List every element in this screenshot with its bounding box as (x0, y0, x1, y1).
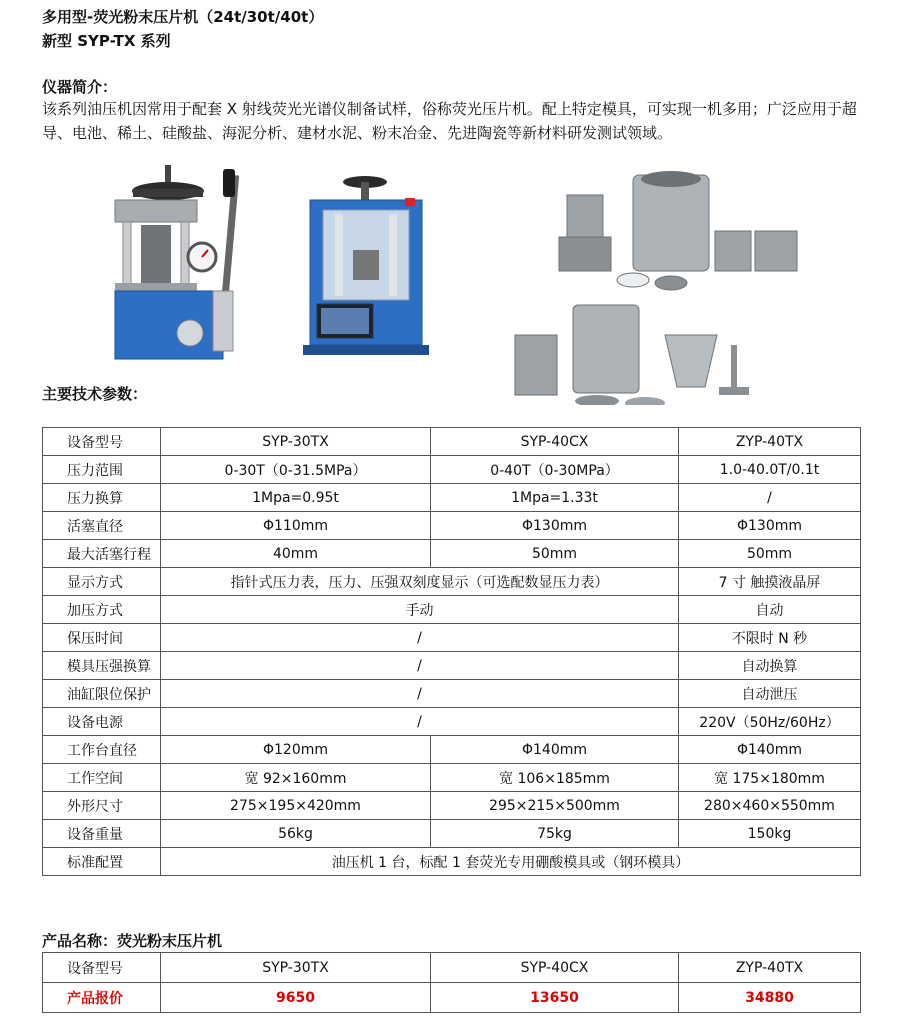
table-row: 显示方式 指针式压力表，压力、压强双刻度显示（可选配数显压力表） 7 寸 触摸液晶屏 (43, 568, 861, 596)
table-row: 标准配置 油压机 1 台，标配 1 套荧光专用硼酸模具或（钢环模具） (43, 848, 861, 876)
table-row: 设备型号 SYP-30TX SYP-40CX ZYP-40TX (43, 953, 861, 983)
table-row: 设备电源 / 220V（50Hz/60Hz） (43, 708, 861, 736)
product-heading: 产品名称：荧光粉末压片机 (42, 932, 223, 950)
table-row: 设备重量 56kg 75kg 150kg (43, 820, 861, 848)
table-row: 加压方式 手动 自动 (43, 596, 861, 624)
page-title: 多用型-荧光粉末压片机（24t/30t/40t） (42, 8, 324, 26)
table-row: 保压时间 / 不限时 N 秒 (43, 624, 861, 652)
table-row: 模具压强换算 / 自动换算 (43, 652, 861, 680)
table-row: 油缸限位保护 / 自动泄压 (43, 680, 861, 708)
intro-heading: 仪器简介： (42, 78, 118, 96)
table-row: 设备型号 SYP-30TX SYP-40CX ZYP-40TX (43, 428, 861, 456)
table-row: 工作空间 宽 92×160mm 宽 106×185mm 宽 175×180mm (43, 764, 861, 792)
table-row: 压力换算 1Mpa=0.95t 1Mpa=1.33t / (43, 484, 861, 512)
manual-hydraulic-press-image (105, 155, 255, 370)
spec-table (42, 427, 861, 876)
product-images (0, 150, 900, 400)
price-row: 产品报价 9650 13650 34880 (43, 983, 861, 1013)
price-table (42, 952, 861, 1013)
table-row: 压力范围 0-30T（0-31.5MPa） 0-40T（0-30MPa） 1.0-40.0T/0.1t (43, 456, 861, 484)
table-row: 外形尺寸 275×195×420mm 295×215×500mm 280×460×550mm (43, 792, 861, 820)
series-subtitle: 新型 SYP-TX 系列 (42, 32, 171, 50)
params-heading: 主要技术参数： (42, 385, 148, 403)
automatic-hydraulic-press-image (295, 170, 435, 375)
table-row: 活塞直径 Φ110mm Φ130mm Φ130mm (43, 512, 861, 540)
table-row: 最大活塞行程 40mm 50mm 50mm (43, 540, 861, 568)
table-row: 工作台直径 Φ120mm Φ140mm Φ140mm (43, 736, 861, 764)
press-molds-image (505, 165, 805, 405)
intro-text: 该系列油压机因常用于配套 X 射线荧光光谱仪制备试样，俗称荧光压片机。配上特定模具，可实现一机多用；广泛应用于超导、电池、稀土、硅酸盐、海泥分析、建材水泥、粉末冶金、先进陶瓷等新材料研发测试领域。 (42, 100, 857, 142)
